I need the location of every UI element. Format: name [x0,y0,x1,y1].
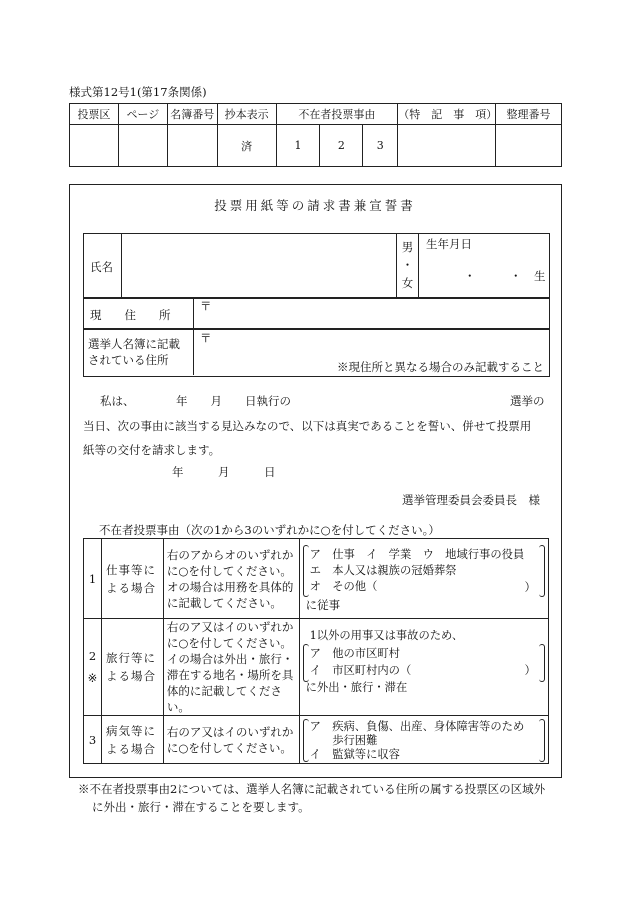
reason-num-2-label: 2 [88,649,97,663]
col-header-absentee-reason: 不在者投票事由 [276,104,398,125]
cell-district[interactable] [70,125,119,167]
reason-instruction-2: 右のア又はイのいずれかに○を付してください。イの場合は外出・旅行・滞在する地名・場所を具体的に記載してください。 [163,619,299,716]
reason-1-option-o[interactable]: オ その他（ [309,580,378,593]
col-header-serial: 整理番号 [496,104,562,125]
birth-dots[interactable]: ・ ・ [464,269,522,283]
reasons-table [83,538,549,764]
reason-title-3: 病気等による場合 [101,716,163,764]
reason-num-2-mark: ※ [87,671,98,685]
body-line1-b: 年 月 日執行の [176,394,291,408]
registered-note: ※現住所と異なる場合のみ記載すること [337,360,544,374]
sex-selector[interactable] [397,238,418,292]
reason-row-1[interactable] [84,539,549,619]
col-header-register-no: 名簿番号 [167,104,217,125]
reason-2-footer: に外出・旅行・滞在 [305,681,408,694]
body-line1-c: 選挙の [510,394,545,408]
reason-2-pre: 1以外の用事又は事故のため、 [309,629,464,642]
address-label: 現 住 所 [90,308,171,322]
reason-options-1 [299,539,548,619]
cell-notes[interactable] [398,125,496,167]
reason-title-2: 旅行等による場合 [101,619,163,716]
footnote-line-1: ※不在者投票事由2については、選挙人名簿に記載されている住所の属する投票区の区域外 [78,782,546,796]
body-line2: 当日、次の事由に該当する見込みなので、以下は真実であることを誓い、併せて投票用 [83,419,532,433]
footnote-line-2: に外出・旅行・滞在することを要します。 [92,800,310,814]
reason-instruction-3: 右のア又はイのいずれかに○を付してください。 [163,716,299,764]
cell-reason-3[interactable]: 3 [363,125,398,167]
birth-suffix: 生 [534,269,546,283]
cell-reason-2[interactable]: 2 [320,125,363,167]
reason-1-option-a-to-c[interactable]: ア 仕事 イ 学業 ウ 地域行事の役員 [309,548,525,561]
postal-mark: 〒 [200,299,212,313]
addressee: 選挙管理委員会委員長 様 [402,493,540,507]
reason-2-option-a[interactable]: ア 他の市区町村 [309,647,400,660]
sex-dot: ・ [401,258,414,272]
reason-3-option-a-cont: 歩行困難 [309,734,378,747]
reason-title-1: 仕事等による場合 [101,539,163,619]
header-table [69,103,562,167]
reason-2-option-i[interactable]: イ 市区町村内の（ [309,664,412,677]
cell-extract: 済 [217,125,276,167]
cell-register-no[interactable] [167,125,217,167]
reason-1-footer: に従事 [305,598,341,612]
form-title: 投票用紙等の請求書兼宣誓書 [214,198,416,213]
reason-intro: 不在者投票事由（次の1から3のいずれかに○を付してください。） [99,523,440,537]
col-header-extract: 抄本表示 [217,104,276,125]
sex-male[interactable]: 男 [401,240,414,254]
registered-address-label-1: 選挙人名簿に記載 [88,337,180,351]
name-field[interactable] [122,234,395,296]
reason-options-3 [299,716,548,764]
body-line1-a: 私は、 [100,394,135,408]
reason-num-2[interactable] [84,619,102,716]
reason-num-3[interactable]: 3 [84,716,102,764]
reason-row-2[interactable] [84,619,549,716]
registered-address-field[interactable] [215,331,545,356]
col-header-page: ページ [118,104,167,125]
form-id: 様式第12号1(第17条関係) [69,85,207,99]
sex-female[interactable]: 女 [401,276,414,290]
name-label: 氏名 [90,260,113,274]
address-field[interactable] [215,299,545,326]
reason-3-option-i[interactable]: イ 監獄等に収容 [309,748,400,761]
col-header-district: 投票区 [70,104,119,125]
body-line3: 紙等の交付を請求します。 [83,443,221,457]
reason-num-1[interactable]: 1 [84,539,102,619]
reason-2-close: ） [524,663,536,677]
cell-reason-1[interactable]: 1 [276,125,320,167]
reason-1-close: ） [524,580,536,594]
reason-options-2 [299,619,548,716]
reason-3-option-a[interactable]: ア 疾病、負傷、出産、身体障害等のため [309,720,525,733]
reason-instruction-1: 右のアからオのいずれかに○を付してください。オの場合は用務を具体的に記載してください。 [163,539,299,619]
birth-label: 生年月日 [426,237,472,251]
date-line[interactable]: 年 月 日 [172,465,276,479]
col-header-notes: （特 記 事 項） [398,104,496,125]
reason-1-option-e[interactable]: エ 本人又は親族の冠婚葬祭 [309,564,457,577]
reason-row-3[interactable] [84,716,549,764]
cell-page[interactable] [118,125,167,167]
cell-serial[interactable] [496,125,562,167]
postal-mark-2: 〒 [200,331,212,345]
registered-address-label-2: されている住所 [88,353,169,367]
